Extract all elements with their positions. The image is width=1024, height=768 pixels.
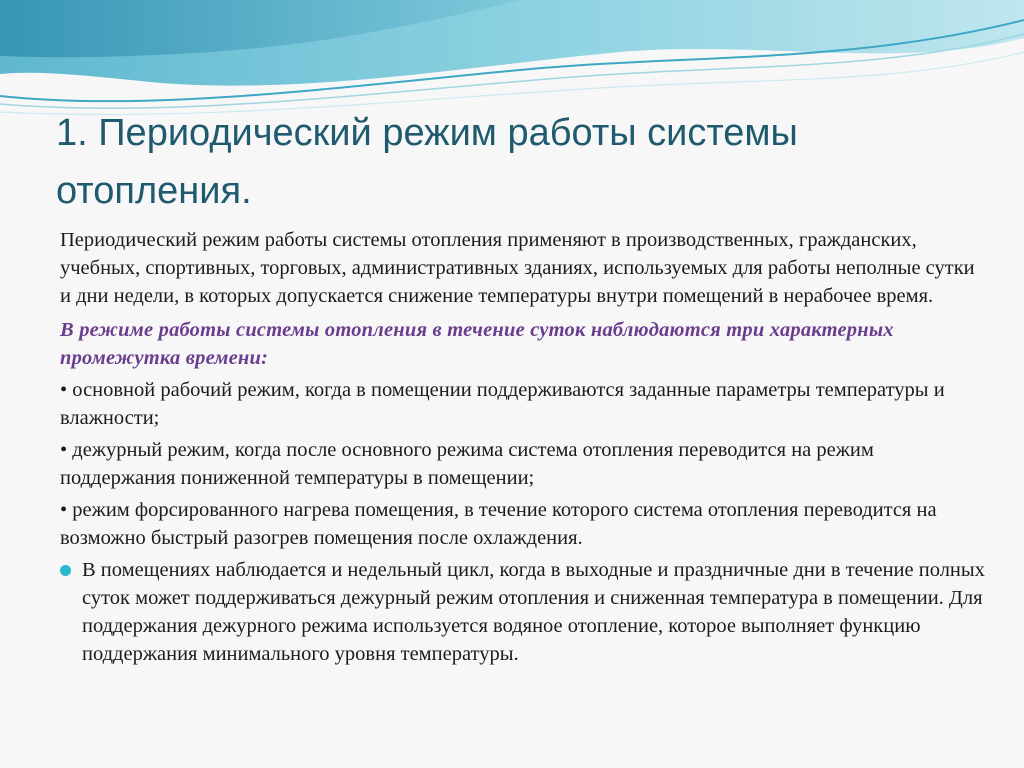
list-item: • дежурный режим, когда после основного режима система отопления переводится на режим поддержания пониженной температуры в помещении; [60,439,874,489]
list-item: • режим форсированного нагрева помещения, в течение которого система отопления переводится на возможно быстрый разогрев помещения после охлаждения. [60,499,937,549]
weekly-cycle-text: В помещениях наблюдается и недельный цикл, когда в выходные и праздничные дни в течение полных суток может поддерживаться дежурный режим отопления и сниженная температура в помещении. Для поддержания дежурного режима используется водяное отопление, которое выполняет функцию поддержания минимального уровня температуры. [82,559,985,665]
intro-paragraph: Периодический режим работы системы отопления применяют в производственных, гражданских, учебных, спортивных, торговых, административных зданиях, используемых для работы неполные сутки и дни недели, в которых допускается снижение температуры внутри помещений в нерабочее время. [60,229,975,307]
emphasis-paragraph: В режиме работы системы отопления в течение суток наблюдаются три характерных промежутка времени: [60,319,894,369]
list-item: • основной рабочий режим, когда в помещении поддерживаются заданные параметры температуры и влажности; [60,379,945,429]
slide-content [60,226,990,672]
slide-title: 1. Периодический режим работы системы отопления. [56,112,798,212]
bullet-dot-icon [60,565,71,576]
weekly-cycle-paragraph [60,556,990,668]
